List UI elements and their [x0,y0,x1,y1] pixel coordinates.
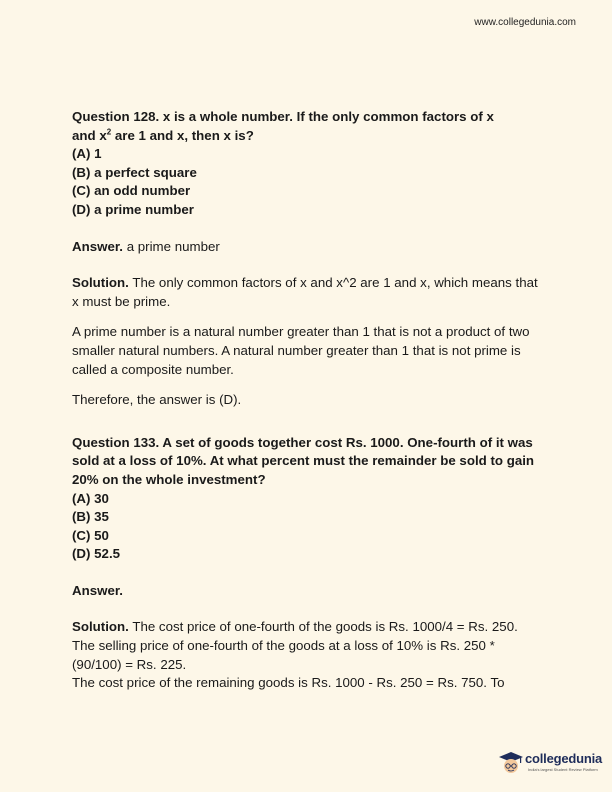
option-c: (C) 50 [72,527,109,543]
brand-name: collegedunia [525,751,603,766]
graduate-mascot-icon [498,750,524,776]
option-c: (C) an odd number [72,183,191,199]
option-b: (B) a perfect square [72,164,197,180]
solution-128-para2: A prime number is a natural number greater than 1 that is not a product of two smaller natural numbers. A natural number greater than 1 that is not prime is called a composite number. [72,324,530,377]
solution-128: Solution. The only common factors of x and x^2 are 1 and x, which means that x must be prime. [72,275,538,309]
solution-133-line1: Solution. The cost price of one-fourth of the goods is Rs. 1000/4 = Rs. 250. [72,619,518,635]
option-d: (D) 52.5 [72,546,121,562]
collegedunia-logo[interactable] [498,748,606,778]
question-128-line2: and $x^2$ are 1 and x, then x is? [72,127,254,143]
document-body [72,108,542,693]
option-b: (B) 35 [72,509,109,525]
site-url[interactable]: www.collegedunia.com [474,17,576,28]
question-128-line1: Question 128. x is a whole number. If the only common factors of x [72,109,494,124]
brand-tagline: India's largest Student Review Platform [528,767,598,772]
solution-133-line3: The cost price of the remaining goods is Rs. 1000 - Rs. 250 = Rs. 750. To [72,675,505,691]
option-d: (D) a prime number [72,201,194,217]
answer-128: Answer. a prime number [72,238,220,254]
option-a: (A) 1 [72,146,102,162]
solution-133-line2: The selling price of one-fourth of the goods at a loss of 10% is Rs. 250 * (90/100) = Rs. 225. [72,638,495,672]
solution-128-para3: Therefore, the answer is (D). [72,392,242,408]
option-a: (A) 30 [72,490,109,506]
answer-133: Answer. [72,582,123,598]
question-133: Question 133. A set of goods together cost Rs. 1000. One-fourth of it was sold at a loss of 10%. At what percent must the remainder be sold to gain 20% on the whole investment? [72,434,535,487]
